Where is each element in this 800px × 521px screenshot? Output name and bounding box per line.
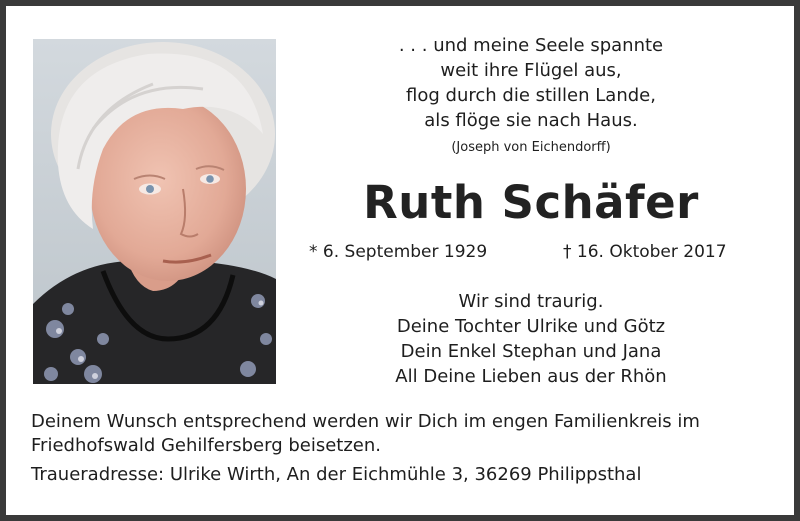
obituary-card bbox=[6, 6, 794, 515]
death-date: † 16. Oktober 2017 bbox=[563, 242, 727, 262]
birth-date: * 6. September 1929 bbox=[309, 242, 488, 262]
poem-line: weit ihre Flügel aus, bbox=[440, 60, 622, 81]
deceased-name: Ruth Schäfer bbox=[363, 176, 699, 229]
poem-line: flog durch die stillen Lande, bbox=[406, 85, 656, 106]
mourner-line: All Deine Lieben aus der Rhön bbox=[395, 366, 667, 387]
burial-notice: Deinem Wunsch entsprechend werden wir Dich im engen Familienkreis im Friedhofswald Gehilfersberg beisetzen. bbox=[31, 411, 700, 456]
mourner-line: Dein Enkel Stephan und Jana bbox=[400, 341, 662, 362]
mourner-line: Wir sind traurig. bbox=[458, 291, 604, 312]
portrait-photo bbox=[33, 39, 276, 384]
poem-author: (Joseph von Eichendorff) bbox=[451, 140, 611, 155]
poem-line: als flöge sie nach Haus. bbox=[424, 110, 638, 131]
poem-line: . . . und meine Seele spannte bbox=[398, 35, 664, 56]
mourner-line: Deine Tochter Ulrike und Götz bbox=[396, 316, 666, 337]
mourning-address: Traueradresse: Ulrike Wirth, An der Eichmühle 3, 36269 Philippsthal bbox=[31, 464, 642, 485]
mourners-list bbox=[346, 289, 716, 389]
poem bbox=[346, 33, 716, 133]
